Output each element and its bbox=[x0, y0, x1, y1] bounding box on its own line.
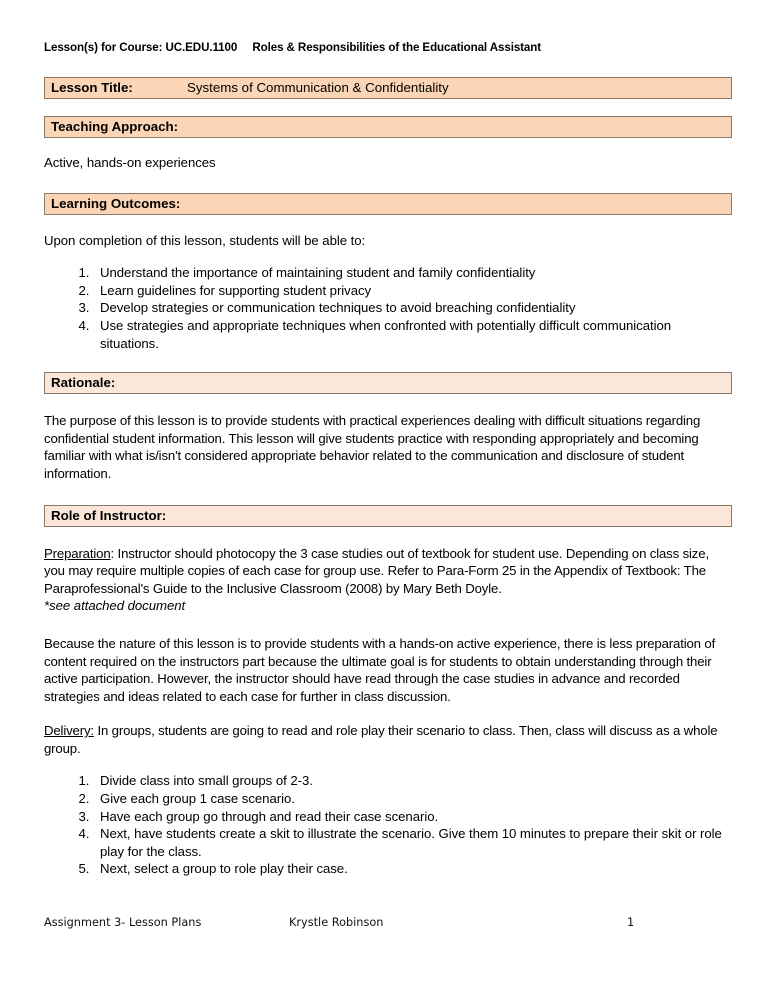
spacer bbox=[44, 483, 732, 505]
footer-assignment-label: Assignment 3- Lesson Plans bbox=[44, 916, 202, 929]
delivery-label: Delivery: bbox=[44, 723, 94, 739]
footer-author-name: Krystle Robinson bbox=[289, 916, 384, 929]
list-item: 3. Develop strategies or communication techniques to avoid breaching confidentiality bbox=[93, 299, 732, 317]
lesson-title-value: Systems of Communication & Confidentiality bbox=[187, 80, 449, 95]
lesson-title-label: Lesson Title: bbox=[51, 80, 133, 95]
teaching-approach-label: Teaching Approach: bbox=[51, 119, 179, 134]
section-bar-rationale bbox=[44, 372, 732, 394]
role-of-instructor-label: Role of Instructor: bbox=[51, 507, 167, 523]
learning-outcomes-label: Learning Outcomes: bbox=[51, 195, 181, 211]
rationale-label: Rationale: bbox=[51, 375, 116, 391]
list-item: 4. Use strategies and appropriate techniques when confronted with potentially difficult communication situations. bbox=[93, 317, 732, 352]
spacer bbox=[44, 172, 732, 193]
delivery-paragraph bbox=[44, 722, 732, 757]
section-bar-learning-outcomes bbox=[44, 193, 732, 215]
footer-page-number: 1 bbox=[627, 916, 635, 929]
document-content bbox=[44, 41, 732, 878]
nature-paragraph: Because the nature of this lesson is to provide students with a hands-on active experience, there is less preparation of content required on the instructors part because the ultimate goal is for students to obtain understanding through their active participation. However, the instructor should have read through the case studies in advance and recorded strategies and ideas related to each case for further in class discussion. bbox=[44, 635, 716, 704]
course-code: UC.EDU.1100 bbox=[165, 41, 238, 54]
list-item: 2. Give each group 1 case scenario. bbox=[93, 790, 732, 808]
delivery-steps-list bbox=[44, 772, 732, 878]
list-item: 4. Next, have students create a skit to illustrate the scenario. Give them 10 minutes to prepare their skit or role play for the class. bbox=[93, 825, 732, 860]
teaching-approach-body: Active, hands-on experiences bbox=[44, 155, 216, 170]
spacer bbox=[44, 615, 732, 635]
learning-outcomes-list bbox=[44, 264, 732, 352]
spacer bbox=[44, 394, 732, 412]
spacer bbox=[44, 99, 732, 116]
list-item: 5. Next, select a group to role play their case. bbox=[93, 860, 732, 878]
list-item: 1. Understand the importance of maintaining student and family confidentiality bbox=[93, 264, 732, 282]
spacer bbox=[44, 705, 732, 722]
spacer bbox=[44, 215, 732, 232]
preparation-body: : Instructor should photocopy the 3 case studies out of textbook for student use. Depending on class size, you may require multiple copies of each case for group use. Refer to Para-Form 25 in the Appendix of Textbook: The Paraprofessional's Guide to the Inclusive Classroom (2008) by Mary Beth Doyle. bbox=[44, 545, 709, 596]
section-bar-teaching-approach bbox=[44, 116, 732, 138]
preparation-paragraph bbox=[44, 545, 732, 598]
spacer bbox=[44, 138, 732, 154]
attachment-note: *see attached document bbox=[44, 598, 186, 614]
learning-outcomes-intro: Upon completion of this lesson, students will be able to: bbox=[44, 232, 366, 248]
course-title: Roles & Responsibilities of the Educational Assistant bbox=[252, 41, 542, 54]
list-item: 2. Learn guidelines for supporting student privacy bbox=[93, 282, 732, 300]
course-header-prefix: Lesson(s) for Course: bbox=[44, 41, 163, 54]
list-item: 3. Have each group go through and read their case scenario. bbox=[93, 808, 732, 826]
list-item: 1. Divide class into small groups of 2-3. bbox=[93, 772, 732, 790]
spacer bbox=[44, 352, 732, 372]
spacer bbox=[44, 757, 732, 772]
section-bar-lesson-title bbox=[44, 77, 732, 99]
spacer bbox=[44, 527, 732, 545]
spacer bbox=[44, 249, 732, 264]
rationale-body: The purpose of this lesson is to provide students with practical experiences dealing with difficult situations regarding confidential student information. This lesson will give students practice with responding appropriately and becoming familiar with what is/isn't considered appropriate behavior related to the communication and disclosure of student information. bbox=[44, 413, 701, 481]
preparation-label: Preparation bbox=[44, 545, 111, 561]
section-bar-role-of-instructor bbox=[44, 505, 732, 527]
spacer bbox=[44, 55, 732, 77]
course-header-line bbox=[44, 41, 732, 55]
delivery-body: In groups, students are going to read and role play their scenario to class. Then, class will discuss as a whole group. bbox=[44, 723, 718, 756]
